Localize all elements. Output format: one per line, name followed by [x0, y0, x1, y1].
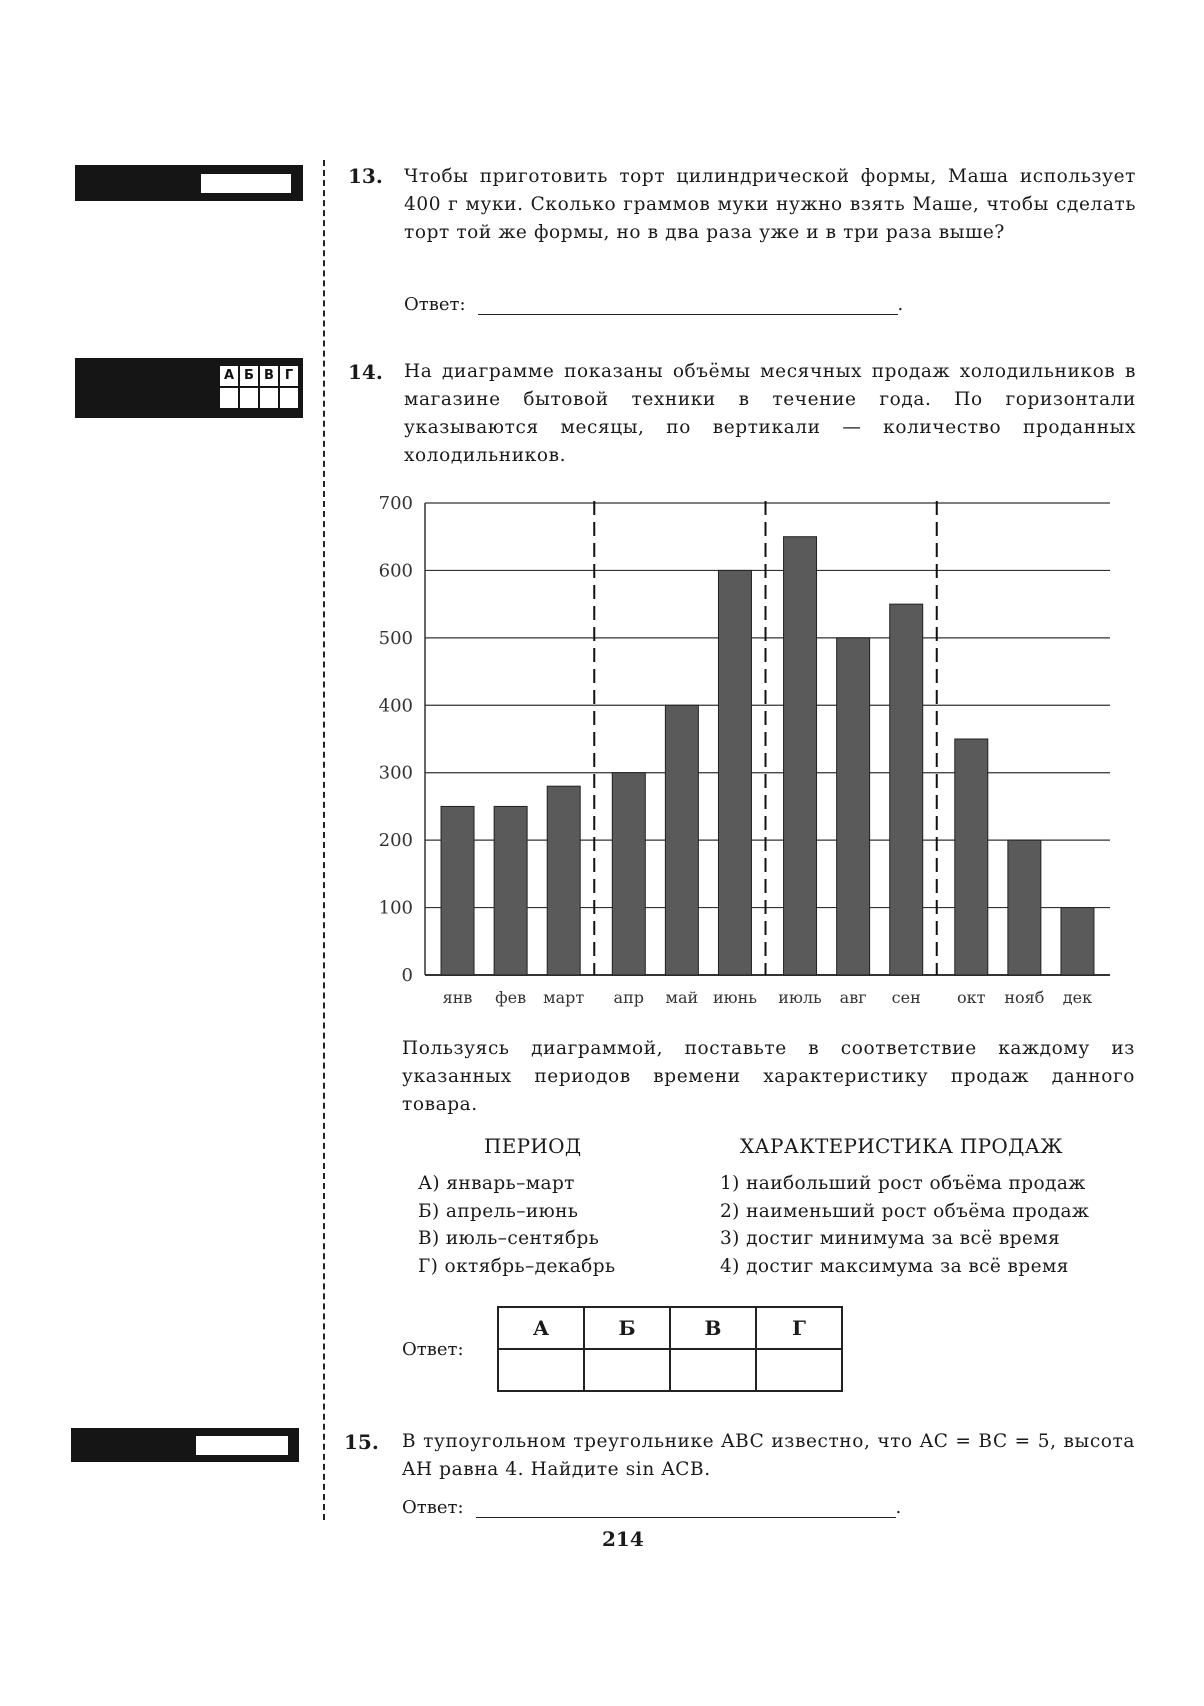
bar-июнь [718, 570, 751, 975]
bar-апр [612, 773, 645, 975]
answer-end-dot: . [895, 1497, 902, 1518]
bar-март [547, 786, 580, 975]
answer-box-13 [75, 165, 303, 201]
x-tick-label: июль [778, 988, 822, 1007]
bar-июль [784, 537, 817, 975]
answer-label: Ответ: [404, 294, 466, 315]
bar-окт [955, 739, 988, 975]
x-tick-label: апр [613, 988, 645, 1007]
answer-table-header-g: Г [756, 1307, 842, 1349]
x-tick-label: авг [839, 988, 867, 1007]
characteristic-item-4: 4) достиг максимума за всё время [720, 1255, 1069, 1277]
x-tick-label: март [543, 988, 585, 1007]
period-item-a: А) январь–март [418, 1173, 575, 1194]
x-tick-label: дек [1062, 988, 1093, 1007]
abvg-cell[interactable] [220, 388, 238, 408]
x-tick-label: сен [891, 988, 921, 1007]
bar-май [665, 705, 698, 975]
characteristic-list [720, 1170, 1089, 1280]
answer-end-dot: . [897, 294, 904, 315]
y-tick-label: 200 [378, 830, 413, 852]
characteristic-item-1: 1) наибольший рост объёма продаж [720, 1173, 1086, 1194]
question-14-text: На диаграмме показаны объёмы месячных продаж холодильников в магазине бытовой техники в течение года. По горизонтали указываются месяцы, по вертикали — количество проданных холодильников. [404, 361, 1136, 466]
answer-box-14 [75, 358, 303, 418]
period-item-g: Г) октябрь–декабрь [418, 1255, 616, 1277]
y-tick-label: 400 [378, 695, 413, 717]
answer-cell-g[interactable] [756, 1349, 842, 1391]
abvg-letter-g: Г [280, 366, 298, 386]
y-tick-label: 600 [378, 560, 413, 582]
answer-cell-b[interactable] [584, 1349, 670, 1391]
answer-table-header-b: Б [584, 1307, 670, 1349]
question-15-number: 15. [344, 1430, 379, 1454]
period-item-v: В) июль–сентябрь [418, 1228, 600, 1249]
question-15-text: В тупоугольном треугольнике ABC известно, что AC = BC = 5, высота AH равна 4. Найдите sin ACB. [402, 1431, 1135, 1480]
bar-фев [494, 806, 527, 975]
x-tick-label: фев [495, 988, 527, 1007]
answer-label: Ответ: [402, 1497, 464, 1518]
question-14-answer-label: Ответ: [402, 1339, 464, 1360]
x-tick-label: янв [442, 988, 473, 1007]
question-14-number: 14. [348, 360, 383, 384]
question-13-text: Чтобы приготовить торт цилиндрической формы, Маша использует 400 г муки. Сколько граммов муки нужно взять Маше, чтобы сделать торт той же формы, но в два раза уже и в три раза выше? [404, 166, 1136, 243]
bar-нояб [1008, 840, 1041, 975]
characteristic-item-3: 3) достиг минимума за всё время [720, 1228, 1061, 1249]
abvg-cell[interactable] [260, 388, 278, 408]
y-tick-label: 100 [378, 897, 413, 919]
answer-line-13[interactable] [478, 294, 898, 315]
margin-dashed-line [323, 160, 325, 1520]
period-item-b: Б) апрель–июнь [418, 1200, 579, 1222]
answer-box-15 [71, 1428, 299, 1462]
characteristic-column-header: ХАРАКТЕРИСТИКА ПРОДАЖ [740, 1134, 1063, 1158]
abvg-cell[interactable] [280, 388, 298, 408]
x-tick-label: май [665, 988, 699, 1007]
abvg-letter-v: В [260, 366, 278, 386]
y-tick-label: 0 [401, 965, 413, 986]
answer-cell-a[interactable] [498, 1349, 584, 1391]
bar-дек [1061, 908, 1094, 975]
answer-slot-15[interactable] [196, 1436, 288, 1455]
question-13-answer [404, 294, 903, 315]
characteristic-item-2: 2) наименьший рост объёма продаж [720, 1200, 1090, 1222]
y-tick-label: 300 [378, 762, 413, 784]
x-tick-label: июнь [712, 988, 757, 1007]
y-tick-label: 700 [378, 493, 413, 514]
sales-bar-chart [360, 485, 1150, 1010]
answer-slot-13[interactable] [201, 174, 291, 193]
question-13-number: 13. [348, 164, 383, 188]
x-tick-label: окт [957, 988, 986, 1007]
abvg-answer-grid[interactable] [218, 364, 300, 410]
period-list [418, 1170, 615, 1280]
abvg-letter-a: А [220, 366, 238, 386]
abvg-cell[interactable] [240, 388, 258, 408]
y-tick-label: 500 [378, 627, 413, 649]
period-column-header: ПЕРИОД [484, 1134, 582, 1158]
bar-янв [441, 806, 474, 975]
answer-cell-v[interactable] [670, 1349, 756, 1391]
abvg-letter-b: Б [240, 366, 258, 386]
bar-авг [837, 638, 870, 975]
answer-table-header-v: В [670, 1307, 756, 1349]
question-14-answer-table [497, 1306, 843, 1392]
x-tick-label: нояб [1004, 988, 1045, 1007]
answer-line-15[interactable] [476, 1497, 896, 1518]
page-number: 214 [602, 1527, 644, 1551]
question-14-instruction: Пользуясь диаграммой, поставьте в соответствие каждому из указанных периодов времени характеристику продаж данного товара. [402, 1038, 1135, 1115]
answer-table-header-a: А [498, 1307, 584, 1349]
bar-сен [890, 604, 923, 975]
question-15-answer [402, 1497, 901, 1518]
